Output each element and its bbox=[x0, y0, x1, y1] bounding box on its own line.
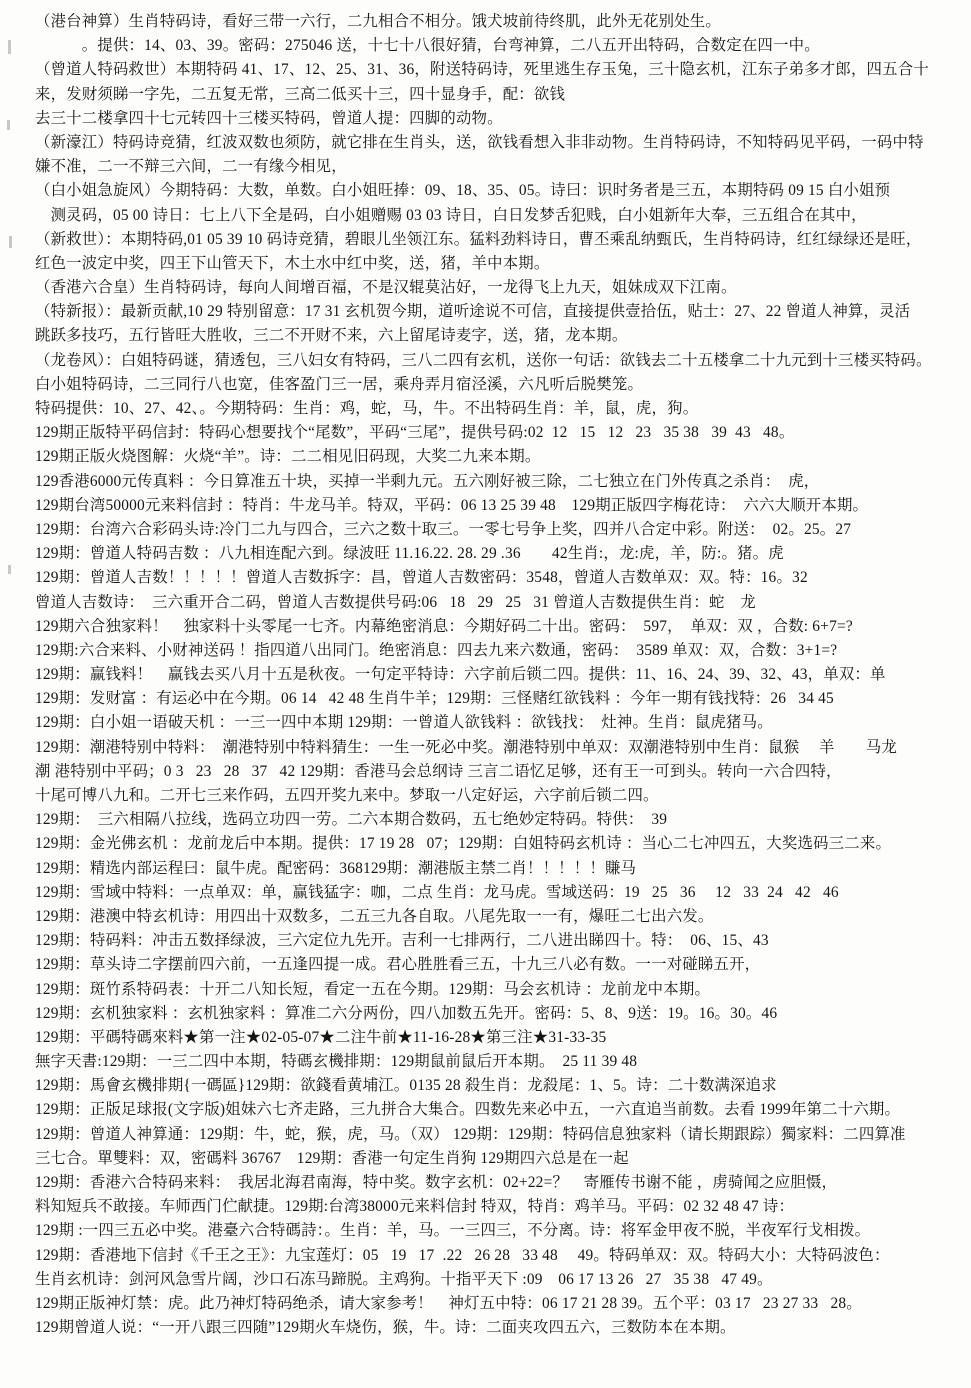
text-line: 129期：港澳中特玄机诗：用四出十双数多，二五三九各自取。八尾先取一一有，爆旺二七出六发。 bbox=[35, 907, 714, 925]
scan-artifact bbox=[8, 40, 11, 54]
text-line: 曾道人吉数诗： 三六重开合二码，曾道人吉数提供号码:06 18 29 25 31 曾道人吉数提供生肖：蛇 龙 bbox=[35, 593, 756, 611]
text-line: 129期六合独家料！ 独家料十头零尾一七齐。内幕绝密消息：今期好码二十出。密码： 597， 单双：双 ，合数: 6+7=? bbox=[35, 617, 853, 635]
text-line: 129期：玄机独家料 ：玄机独家料 ：算准二六分两份，四八加数五先开。密码：5、8、9送：19。16。30。46 bbox=[35, 1004, 778, 1022]
text-line: （港台神算）生肖特码诗，看好三带一六行，二九相合不相分。饿犬坡前待终肌，此外无花别处生。 bbox=[35, 13, 721, 30]
text-line: 生肖玄机诗：剑河风急雪片阔，沙口石冻马蹄脱。主鸡狗。十指平天下 :09 06 17 13 26 27 35 38 47 49。 bbox=[35, 1270, 773, 1288]
text-line: 129期：金光佛玄机 ：龙前龙后中本期。提供：17 19 28 07；129期：白姐特码玄机诗 ：当心二七冲四五，大奖选码三二来。 bbox=[35, 835, 892, 853]
text-line: 129香港6000元传真料 ：今日算准五十块，买掉一半剩九元。五六刚好被三除，二七独立在门外传真之杀肖： 虎， bbox=[35, 472, 820, 490]
text-line: （曾道人特码救世）本期特码 41、17、12、25、31、36，附送特码诗，死里逃生存玉兔，三十隐玄机，江东子弟多才郎，四五合十 bbox=[35, 61, 929, 79]
text-line: 潮 港特别中平码；0 3 23 28 37 42 129期：香港马会总纲诗 三言二语忆足够，还有王一可到头。转向一六合四特， bbox=[35, 762, 842, 780]
text-line: 129期：台湾六合彩码头诗:冷门二九与四合，三六之数十取三。一零七号争上奖，四并八合定中彩。附送： 02。25。27 bbox=[35, 520, 852, 538]
text-line: （新救世）：本期特码,01 05 39 10 码诗竞猜，碧眼儿坐领江东。猛料劲料诗日，曹丕乘乱纳甄氏，生肖特码诗，红红绿绿还是旺， bbox=[35, 230, 922, 248]
text-line: 129期台湾50000元来料信封 ：特肖：牛龙马羊。特双，平码：06 13 25 39 48 129期正版四字梅花诗： 六六大顺开本期。 bbox=[35, 496, 869, 514]
text-line: 129期：赢钱料！ 赢钱去买八月十五是秋夜。一句定平特诗：六字前后锁二四。提供：11、16、24、39、32、43，单双：单 bbox=[35, 666, 886, 684]
text-line: 嫌不准，二一不辩三六间，二一有缘今相见， bbox=[35, 158, 347, 176]
text-line: 三七合。單雙料：双，密碼料 36767 129期：香港一句定生肖狗 129期四六总是在一起 bbox=[35, 1149, 629, 1167]
text-line: 129期：平碼特碼來料★第一注★02-05-07★二注牛前★11-16-28★第三注★31-33-35 bbox=[35, 1028, 607, 1046]
text-line: 129期：特码料：冲击五数择绿波，三六定位九先开。吉利一七排两行，二八进出睇四十。特： 06、15、43 bbox=[35, 932, 769, 950]
text-line: 無字天書:129期：一三二四中本期，特碼玄機排期：129期鼠前鼠后开本期。 25 11 39 48 bbox=[35, 1053, 638, 1071]
text-line: 129期：馬會玄機排期{一碼區}129期：欲錢看黄埔江。0135 28 殺生肖：龙殺尾：1、5。诗：二十数满深追求 bbox=[35, 1077, 777, 1095]
text-line: 料知短兵不敢接。车师西门伫献捷。129期:台湾38000元来料信封 特双，特肖：鸡羊马。平码：02 32 48 47 诗： bbox=[35, 1198, 795, 1216]
text-line: 129期： 三六相隔八拉线，选码立功四一劳。二六本期合数码，五七绝妙定特码。特供： 39 bbox=[35, 811, 668, 829]
text-line: （龙卷风）：白姐特码谜，猜透包，三八妇女有特码，三八二四有玄机，送你一句话：欲钱去二十五楼拿二十九元到十三楼买特码。 bbox=[35, 351, 932, 369]
text-line: 测灵码，05 00 诗日：七上八下全是码，白小姐赠赐 03 03 诗日，白日发梦舌犯贱，白小姐新年大奉，三五组合在其中， bbox=[35, 206, 867, 224]
text-line: 129期：白小姐一语破天机 ：一三一四中本期 129期：一曾道人欲钱料 ：欲钱找： 灶神。生肖：鼠虎猪马。 bbox=[35, 714, 773, 732]
text-line: 129期：曾道人特码吉数 ：八九相连配六到。绿波旺 11.16.22. 28. 29 .36 42生肖:，龙:虎，羊，防:。猪。虎 bbox=[35, 545, 784, 563]
text-line: 129期：斑竹系特码表：十开二八知长短，看定一五在今期。129期：马会玄机诗 ：龙前龙中本期。 bbox=[35, 980, 711, 998]
text-line: 十尾可博八九和。二开七三来作码，五四开奖九来中。梦取一八定好运，六字前后锁二四。 bbox=[35, 787, 659, 804]
text-line: 129期：精选内部运程曰：鼠牛虎。配密码：368129期：潮港版主禁二肖！！！！！賺马 bbox=[35, 859, 637, 877]
text-line: 129期 :一四三五必中奖。港臺六合特碼詩：。生肖：羊，马。一三四三，不分离。诗：将军金甲夜不脱，半夜军行戈相拨。 bbox=[35, 1222, 871, 1240]
text-line: 129期正版特平码信封：特码心想要找个“尾数”，平码“三尾”，提供号码:02 12 15 12 23 35 38 39 43 48。 bbox=[35, 424, 795, 442]
scan-artifact bbox=[9, 236, 12, 248]
text-line: 红色一波定中奖，四王下山管天下，木土水中红中奖，送，猪，羊中本期。 bbox=[35, 254, 550, 272]
text-line: 129期：草头诗二字摆前四六前，一五逢四提一成。君心胜胜看三五，十九三八必有数。一一对碰睇五开， bbox=[35, 956, 761, 974]
text-line: 129期曾道人说：“一开八跟三四随”129期火车烧伤，猴，牛。诗：二面夹攻四五六，三数防本在本期。 bbox=[35, 1319, 736, 1337]
text-line: 129期：正版足球报(文字版)姐妹六七齐走路，三九拼合大集合。四数先来必中五，一六直追当前数。去看 1999年第二十六期。 bbox=[35, 1101, 901, 1119]
text-line: 特码提供：10、27、42、。今期特码：生肖：鸡，蛇，马，牛。不出特码生肖：羊，鼠，虎，狗。 bbox=[35, 400, 699, 417]
text-line: 。提供：14、03、39。密码：275046 送，十七十八很好猜，台弯神算，二八五开出特码，合数定在四一中。 bbox=[35, 37, 820, 55]
text-line: 白小姐特码诗，二三同行八也宽，佳客盈门三一居，乘舟弄月宿泾溪，六凡听后脱樊笼。 bbox=[35, 375, 644, 393]
text-line: 129期：发财富 ：有运必中在今期。06 14 42 48 生肖牛羊；129期：三怪赌红欲钱料 ：今年一期有钱找特：26 34 45 bbox=[35, 690, 834, 708]
text-line: 来，发财须睇一字先，二五复无常，三高二低买十三，四十显身手，配：欲钱 bbox=[35, 85, 566, 103]
text-line: （白小姐急旋风）今期特码：大数，单数。白小姐旺捧：09、18、35、05。诗曰：识时务者是三五，本期特码 09 15 白小姐预 bbox=[35, 182, 891, 200]
scan-artifact bbox=[8, 565, 11, 574]
text-line: 129期：雪域中特料：一点单双：单，赢钱猛字：咖，二点 生肖：龙马虎。雪域送码：19 25 36 12 33 24 42 46 bbox=[35, 883, 839, 901]
text-line: 129期：潮港特别中特料： 潮港特别中特料猜生：一生一死必中奖。潮港特别中单双：双潮港特别中生肖：鼠猴 羊 马龙 bbox=[35, 738, 897, 756]
text-line: 129期：香港地下信封《千王之王》：九宝莲灯：05 19 17 .22 26 28 33 48 49。特码单双：双。特码大小：大特码波色： bbox=[35, 1246, 890, 1264]
text-line: 129期:六合来料、小财神送码 ！指四道八出同门。绝密消息：四去九来六数通，密码： 3589 单双：双，合数：3+1=? bbox=[35, 641, 838, 659]
text-line: 129期正版火烧图解：火烧“羊”。诗：二二相见旧码现，大奖二九来本期。 bbox=[35, 448, 541, 466]
text-line: 129期：曾道人神算通：129期：牛，蛇，猴，虎，马。（双） 129期：129期：特码信息独家料（请长期跟踪）獨家料：二四算准 bbox=[35, 1125, 906, 1143]
text-line: 去三十二楼拿四十七元转四十三楼买特码，曾道人提：四脚的动物。 bbox=[35, 109, 503, 127]
scan-artifact bbox=[7, 120, 10, 130]
text-line: 129期：曾道人吉数！！！！！曾道人吉数拆字：昌，曾道人吉数密码：3548，曾道人吉数单双：双。特：16。32 bbox=[35, 569, 808, 587]
text-line: 跳跃多技巧，五行皆旺大胜收，三二不开财不来，六上留尾诗麦字，送，猪，龙本期。 bbox=[35, 327, 628, 345]
text-line: （特新报）：最新贡献,10 29 特别留意：17 31 玄机贺今期，道听途说不可信，直接提供壹拾伍，贴士：27、22 曾道人神算，灵活 bbox=[35, 303, 911, 321]
text-line: （新濠江）特码诗竞猜，红波双数也须防，就它排在生肖头，送，欲钱看想入非非动物。生肖特码诗，不知特码见平码，一码中特 bbox=[35, 133, 924, 151]
text-line: 129期：香港六合特码来料： 我居北海君南海，特中奖。数字玄机：02+22=？ 寄雁传书谢不能 ，虏骑闻之应胆慑， bbox=[35, 1174, 838, 1191]
text-block bbox=[35, 10, 967, 1340]
text-line: 129期正版神灯禁：虎。此乃神灯特码绝杀，请大家参考！ 神灯五中特：06 17 21 28 39。五个平：03 17 23 27 33 28。 bbox=[35, 1294, 862, 1312]
text-line: （香港六合皇）生肖特码诗，每向人间增百福，不是汉辊莫沾好，一龙得飞上九天，姐妹成双下江南。 bbox=[35, 279, 737, 297]
